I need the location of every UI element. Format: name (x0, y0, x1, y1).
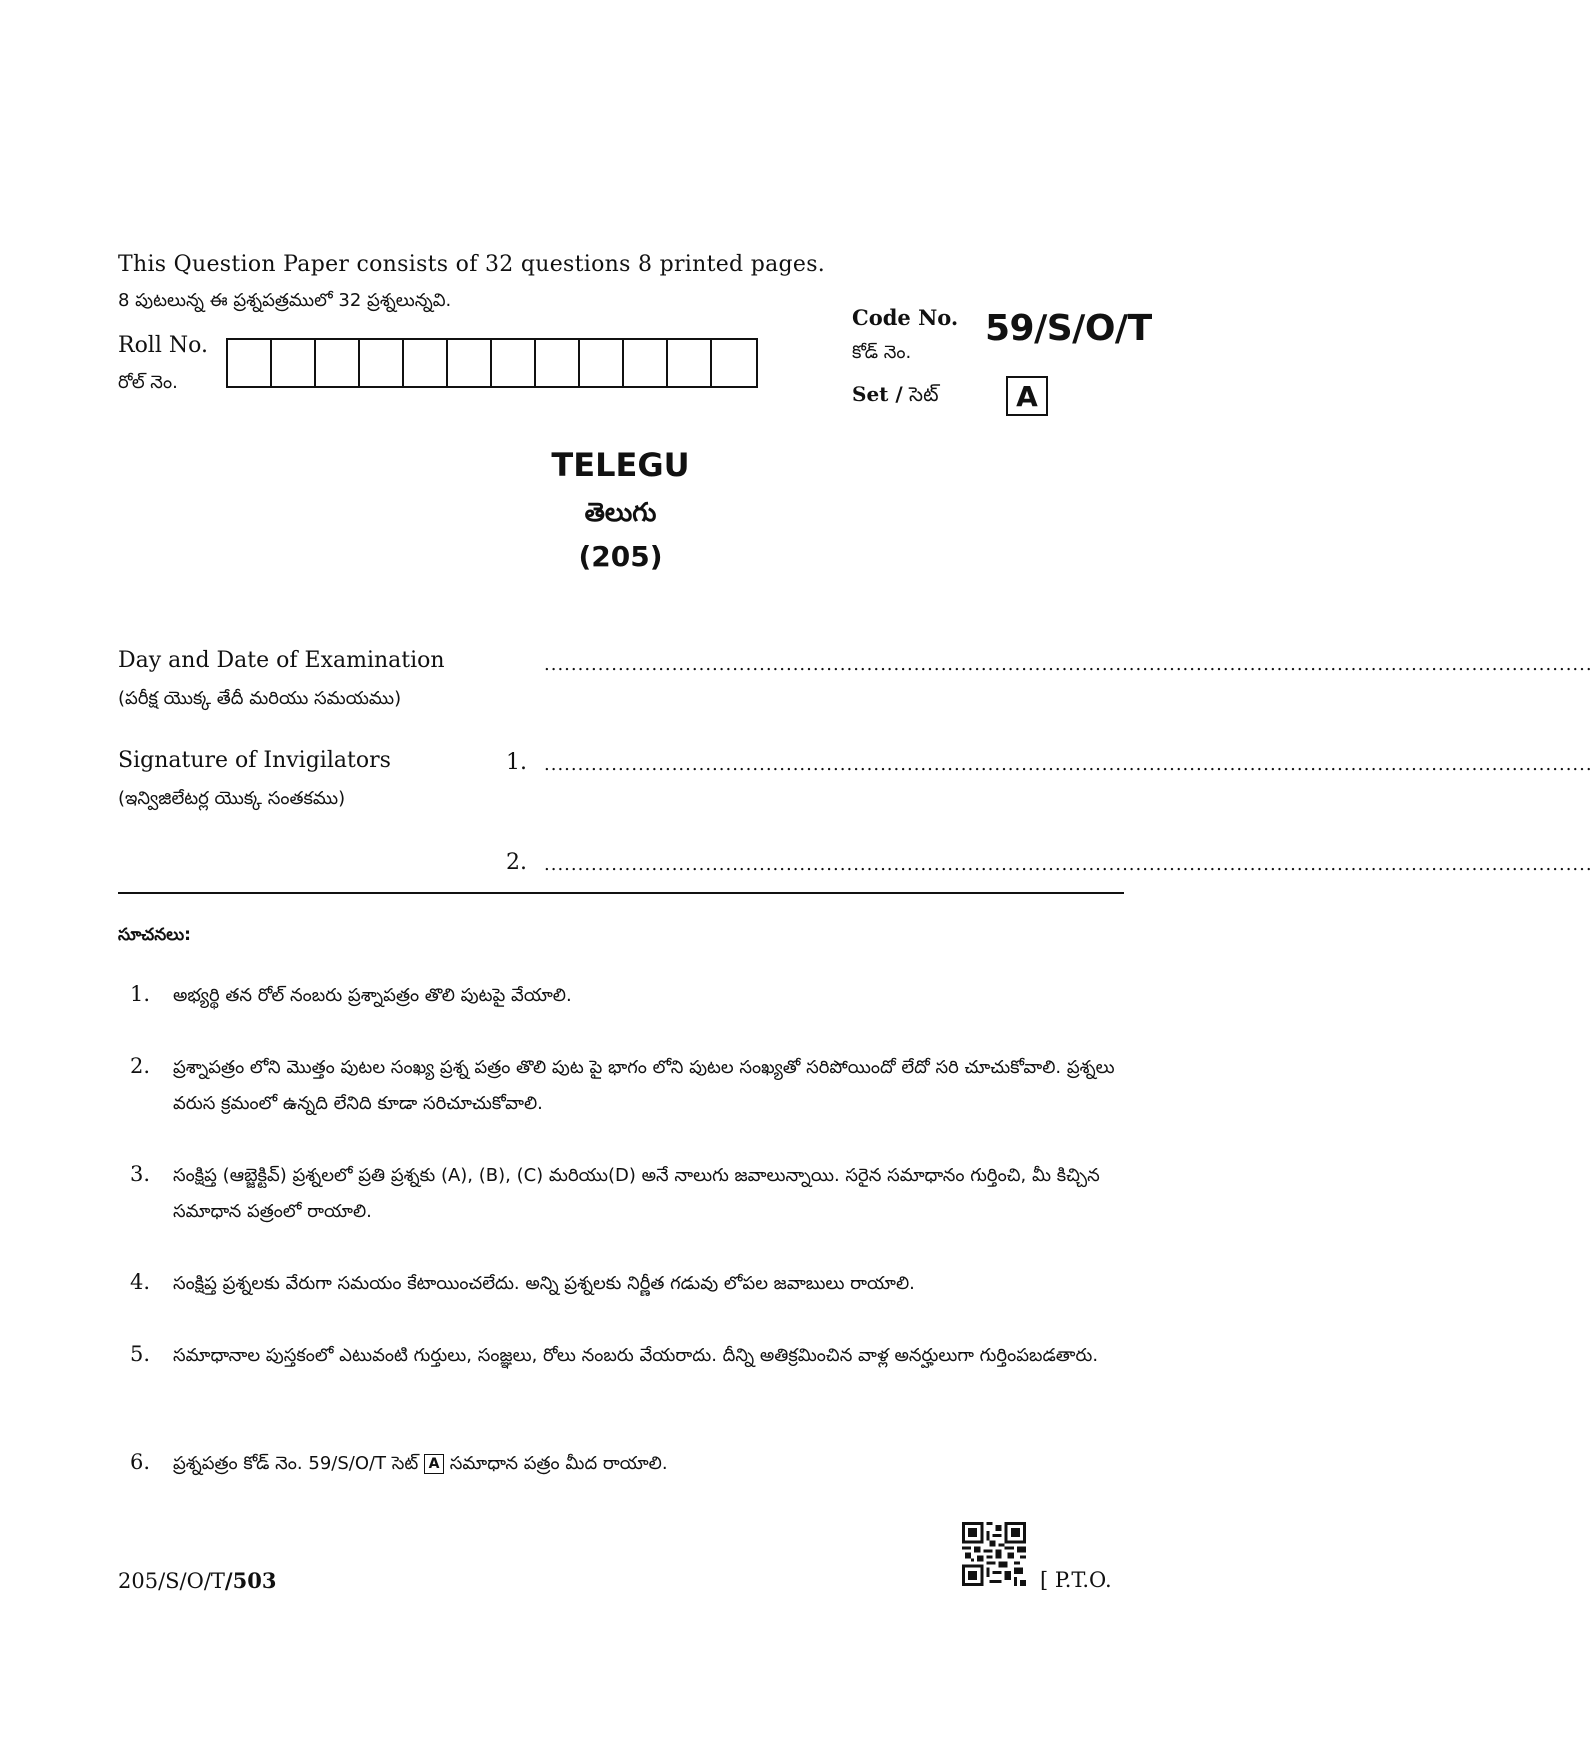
footer-paper-code (118, 1568, 276, 1593)
please-turn-over: [ P.T.O. (1040, 1568, 1112, 1592)
paper-info-telugu: 8 పుటలున్న ఈ ప్రశ్నపత్రములో 32 ప్రశ్నలున్నవి. (118, 290, 452, 311)
exam-date-label-telugu: (పరీక్ష యొక్క తేదీ మరియు సమయము) (118, 688, 402, 709)
instruction-text: సమాధానాల పుస్తకంలో ఎటువంటి గుర్తులు, సంజ్ఞలు, రోలు నంబరు వేయరాదు. దీన్ని అతిక్రమించిన వాళ్ల అనర్హులుగా గుర్తింపబడతారు. (173, 1345, 1099, 1366)
roll-number-digit-box[interactable] (624, 340, 668, 386)
instruction-text: సంక్షిప్త (ఆబ్జెక్టివ్) ప్రశ్నలలో ప్రతి ప్రశ్నకు (A), (B), (C) మరియు(D) అనే నాలుగు జవాలున్నాయి. సరైన సమాధానం గుర్తించి, మీ కిచ్చిన సమాధాన పత్రంలో రాయాలి. (173, 1165, 1100, 1222)
signature-2-field[interactable]: ............................................................................................................................................................ (544, 854, 1593, 875)
instruction-text: ప్రశ్నాపత్రం లోని మొత్తం పుటల సంఖ్య ప్రశ్న పత్రం తొలి పుట పై భాగం లోని పుటల సంఖ్యతో సరిపోయిందో లేదో సరి చూచుకోవాలి. ప్రశ్నలు వరుస క్రమంలో ఉన్నది లేనిది కూడా సరిచూచుకోవాలి. (173, 1057, 1115, 1114)
set-label-english: Set / (852, 382, 903, 406)
subject-code: (205) (578, 540, 663, 573)
roll-number-digit-box[interactable] (360, 340, 404, 386)
set-label-telugu: సెట్ (909, 382, 939, 406)
footer-code-suffix: /503 (224, 1568, 277, 1593)
set-label (852, 382, 939, 411)
instruction-number: 6. (130, 1450, 151, 1474)
roll-number-digit-box[interactable] (536, 340, 580, 386)
set-value-box: A (1006, 376, 1048, 416)
roll-number-digit-box[interactable] (404, 340, 448, 386)
roll-number-digit-box[interactable] (492, 340, 536, 386)
roll-number-label-telugu: రోల్ నెం. (118, 372, 178, 393)
signature-1-number: 1. (506, 750, 527, 775)
roll-number-digit-box[interactable] (668, 340, 712, 386)
code-number-value: 59/S/O/T (985, 308, 1152, 349)
instruction-number: 1. (130, 982, 151, 1006)
subject-title: TELEGU (551, 446, 690, 484)
exam-date-field[interactable]: ............................................................................................................................................................ (544, 654, 1593, 675)
paper-info-english: This Question Paper consists of 32 questions 8 printed pages. (118, 252, 826, 277)
invigilator-signature-label: Signature of Invigilators (118, 748, 391, 773)
roll-number-label: Roll No. (118, 333, 208, 358)
instructions-heading: సూచనలు: (118, 925, 191, 945)
exam-date-label: Day and Date of Examination (118, 648, 445, 673)
instruction-number: 5. (130, 1342, 151, 1366)
instruction-number: 4. (130, 1270, 151, 1294)
instruction-6-text-start: ప్రశ్నపత్రం కోడ్ నెం. 59/S/O/T సెట్ (173, 1453, 419, 1474)
instruction-number: 3. (130, 1162, 151, 1186)
subject-title-telugu: తెలుగు (584, 498, 657, 528)
signature-1-field[interactable]: ............................................................................................................................................................ (544, 754, 1593, 775)
roll-number-digit-box[interactable] (712, 340, 756, 386)
set-inline-box: A (424, 1454, 444, 1474)
code-number-label: Code No. (852, 305, 959, 330)
roll-number-digit-box[interactable] (272, 340, 316, 386)
roll-number-digit-box[interactable] (316, 340, 360, 386)
roll-number-digit-box[interactable] (228, 340, 272, 386)
instruction-text: సంక్షిప్త ప్రశ్నలకు వేరుగా సమయం కేటాయించలేదు. అన్ని ప్రశ్నలకు నిర్ణీత గడువు లోపల జవాబులు రాయాలి. (173, 1273, 915, 1294)
footer-code-prefix: 205/S/O/T (118, 1569, 225, 1593)
instruction-6-text-end: సమాధాన పత్రం మీద రాయాలి. (449, 1453, 668, 1474)
section-divider (118, 892, 1124, 894)
instruction-text (173, 1446, 1123, 1482)
invigilator-signature-label-telugu: (ఇన్విజిలేటర్ల యొక్క సంతకము) (118, 788, 346, 809)
qr-code-icon (962, 1522, 1026, 1586)
roll-number-digit-box[interactable] (448, 340, 492, 386)
instruction-number: 2. (130, 1054, 151, 1078)
instruction-text: అభ్యర్థి తన రోల్ నంబరు ప్రశ్నాపత్రం తొలి పుటపై వేయాలి. (173, 985, 572, 1006)
code-number-label-telugu: కోడ్ నెం. (852, 342, 912, 363)
signature-2-number: 2. (506, 850, 527, 875)
roll-number-boxes[interactable] (226, 338, 758, 388)
roll-number-digit-box[interactable] (580, 340, 624, 386)
